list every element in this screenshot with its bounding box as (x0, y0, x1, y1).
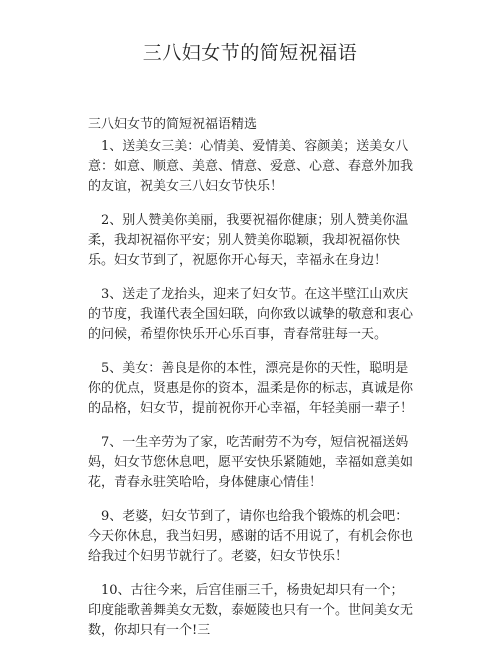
article-body (88, 137, 414, 655)
paragraph-text: 3、送走了龙抬头，迎来了妇女节。在这半壁江山欢庆的节度，我谨代表全国妇联，向你致以诚挚的敬意和衷心的问候，希望你快乐开心乐百事，青春常驻每一天。 (88, 287, 414, 342)
paragraph-2 (88, 211, 414, 271)
paragraph-10 (88, 581, 414, 641)
paragraph-text: 7、一生辛劳为了家，吃苦耐劳不为夸，短信祝福送妈妈，妇女节您休息吧，愿平安快乐紧随她，幸福如意美如花，青春永驻笑哈哈，身体健康心情佳！ (88, 435, 414, 490)
paragraph-7 (88, 433, 414, 493)
paragraph-text: 9、老婆，妇女节到了，请你也给我个锻炼的机会吧：今天你休息，我当妇男，感谢的话不用说了，有机会你也给我过个妇男节就行了。老婆，妇女节快乐！ (88, 509, 414, 564)
paragraph-5 (88, 359, 414, 419)
article-subtitle: 三八妇女节的简短祝福语精选 (88, 117, 258, 132)
paragraph-text: 5、美女：善良是你的本性，漂亮是你的天性，聪明是你的优点，贤惠是你的资本，温柔是你的标志，真诚是你的品格，妇女节，提前祝你开心幸福，年轻美丽一辈子！ (88, 361, 414, 416)
paragraph-1 (88, 137, 414, 197)
paragraph-text: 10、古往今来，后宫佳丽三千，杨贵妃却只有一个；印度能歌善舞美女无数，泰姬陵也只有一个。世间美女无数，你却只有一个!三 (88, 583, 414, 638)
paragraph-text: 1、送美女三美：心情美、爱情美、容颜美；送美女八意：如意、顺意、美意、情意、爱意、心意、春意外加我的友谊，祝美女三八妇女节快乐！ (88, 139, 414, 194)
paragraph-text: 2、别人赞美你美丽，我要祝福你健康；别人赞美你温柔，我却祝福你平安；别人赞美你聪颖，我却祝福你快乐。妇女节到了，祝愿你开心每天，幸福永在身边！ (88, 213, 409, 268)
paragraph-3 (88, 285, 414, 345)
page-title: 三八妇女节的简短祝福语 (142, 42, 358, 64)
paragraph-9 (88, 507, 414, 567)
